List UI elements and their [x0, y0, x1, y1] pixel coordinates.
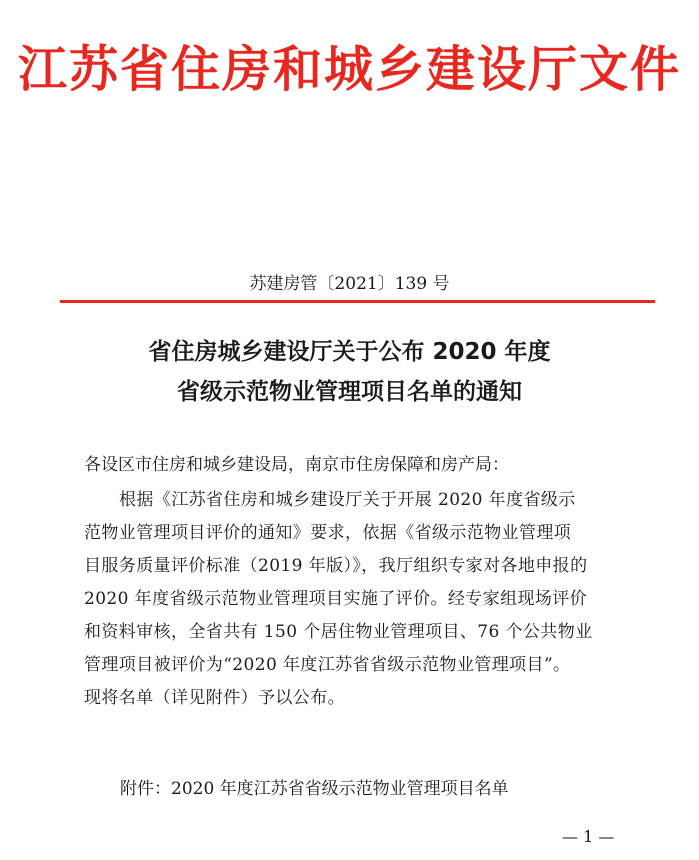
body-line: 管理项目被评价为“2020 年度江苏省省级示范物业管理项目”。 [84, 655, 571, 675]
attachment-note: 附件：2020 年度江苏省省级示范物业管理项目名单 [120, 779, 509, 799]
page-number: — 1 — [562, 827, 615, 846]
red-divider-line [60, 300, 655, 303]
document-masthead: 江苏省住房和城乡建设厅文件 [17, 41, 681, 98]
notice-body [84, 484, 644, 715]
body-line: 范物业管理项目评价的通知》要求，依据《省级示范物业管理项 [84, 523, 572, 543]
document-number: 苏建房管〔2021〕139 号 [249, 274, 450, 294]
notice-title-line-2: 省级示范物业管理项目名单的通知 [177, 379, 522, 405]
notice-title-line-1: 省住房城乡建设厅关于公布 2020 年度 [148, 339, 551, 365]
body-line: 根据《江苏省住房和城乡建设厅关于开展 2020 年度省级示 [119, 490, 576, 510]
addressee: 各设区市住房和城乡建设局，南京市住房保障和房产局： [84, 455, 509, 475]
body-line: 和资料审核，全省共有 150 个居住物业管理项目、76 个公共物业 [84, 622, 593, 642]
body-line: 2020 年度省级示范物业管理项目实施了评价。经专家组现场评价 [84, 589, 588, 609]
body-line: 现将名单（详见附件）予以公布。 [84, 688, 345, 708]
notice-title [0, 332, 699, 412]
body-line: 目服务质量评价标准（2019 年版）》，我厅组织专家对各地申报的 [84, 556, 588, 576]
